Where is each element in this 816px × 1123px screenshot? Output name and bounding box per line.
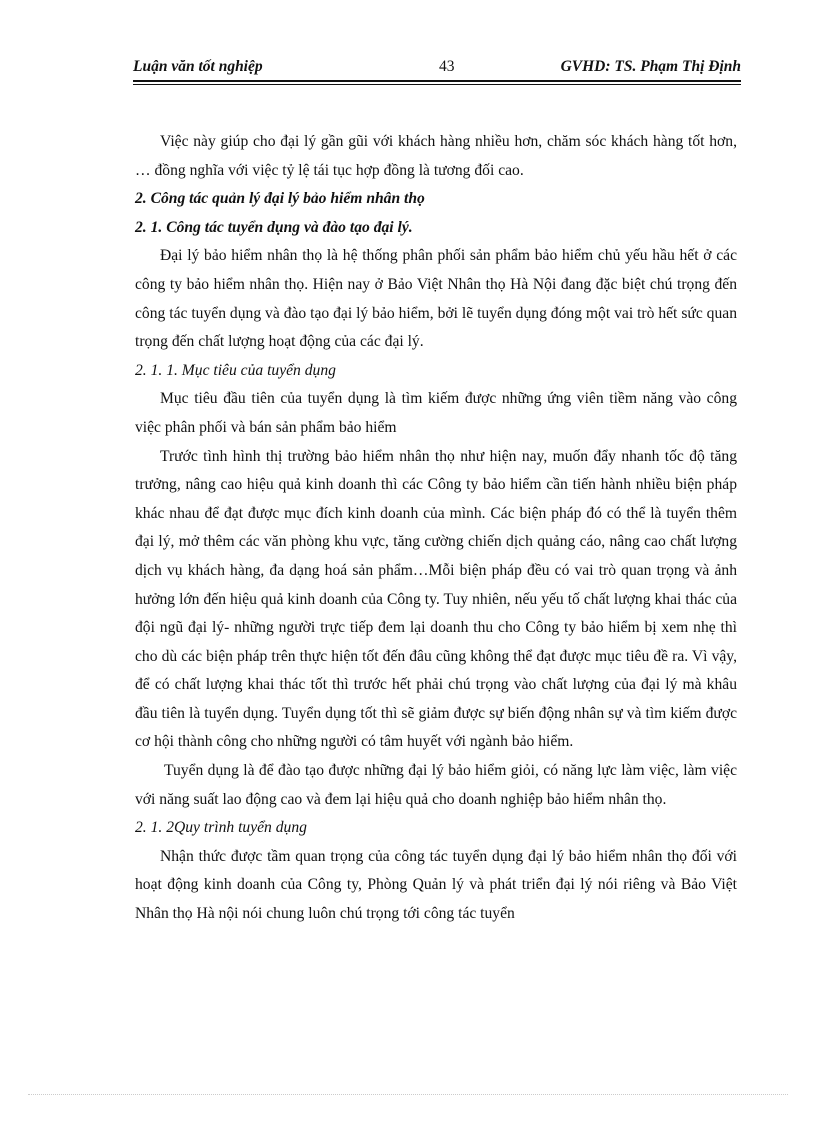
header-rule [133, 84, 741, 85]
paragraph: Mục tiêu đầu tiên của tuyển dụng là tìm kiếm được những ứng viên tiềm năng vào công việc phân phối và bán sản phẩm bảo hiểm [135, 390, 737, 436]
subsection-heading: 2. 1. Công tác tuyển dụng và đào tạo đại lý. [135, 218, 413, 236]
paragraph: Nhận thức được tầm quan trọng của công tác tuyển dụng đại lý bảo hiểm nhân thọ đối với hoạt động kinh doanh của Công ty, Phòng Quản lý và phát triển đại lý nói riêng và Bảo Việt Nhân thọ Hà nội nói chung luôn chú trọng tới công tác tuyển [135, 847, 737, 923]
section-heading: 2. Công tác quản lý đại lý bảo hiểm nhân thọ [135, 190, 425, 208]
page-number: 43 [439, 58, 455, 75]
document-body [135, 128, 737, 929]
page-header [133, 58, 741, 82]
paragraph: Trước tình hình thị trường bảo hiểm nhân thọ như hiện nay, muốn đẩy nhanh tốc độ tăng trưởng, nâng cao hiệu quả kinh doanh thì các Công ty bảo hiểm cần tiến hành nhiều biện pháp khác nhau để đạt được mục đích kinh doanh của mình. Các biện pháp đó có thể là tuyển thêm đại lý, mở thêm các văn phòng khu vực, tăng cường chiến dịch quảng cáo, nâng cao chất lượng dịch vụ khách hàng, đa dạng hoá sản phẩm…Mỗi biện pháp đều có vai trò quan trọng và ảnh hưởng lớn đến hiệu quả kinh doanh của Công ty. Tuy nhiên, nếu yếu tố chất lượng khai thác của đội ngũ đại lý- những người trực tiếp đem lại doanh thu cho Công ty bảo hiểm bị xem nhẹ thì cho dù các biện pháp trên thực hiện tốt đến đâu cũng không thể đạt được mục tiêu đề ra. Vì vậy, để có chất lượng khai thác tốt thì trước hết phải chú trọng vào chất lượng của đại lý mà khâu đầu tiên là tuyển dụng. Tuyển dụng tốt thì sẽ giảm được sự biến động nhân sự và tìm kiếm được cơ hội thành công cho những người có tâm huyết với ngành bảo hiểm. [135, 447, 737, 751]
header-thesis-title: Luận văn tốt nghiệp [133, 58, 263, 75]
subsubsection-heading: 2. 1. 1. Mục tiêu của tuyển dụng [135, 361, 336, 379]
paragraph: Đại lý bảo hiểm nhân thọ là hệ thống phân phối sản phẩm bảo hiểm chủ yếu hầu hết ở các công ty bảo hiểm nhân thọ. Hiện nay ở Bảo Việt Nhân thọ Hà Nội đang đặc biệt chú trọng đến công tác tuyển dụng và đào tạo đại lý bảo hiểm, bởi lẽ tuyển dụng đóng một vai trò hết sức quan trọng đến chất lượng hoạt động của các đại lý. [135, 247, 737, 351]
page-bottom-edge [28, 1094, 788, 1095]
header-advisor: GVHD: TS. Phạm Thị Định [560, 58, 741, 75]
paragraph: Tuyển dụng là để đào tạo được những đại lý bảo hiểm giỏi, có năng lực làm việc, làm việc với năng suất lao động cao và đem lại hiệu quả cho doanh nghiệp bảo hiểm nhân thọ. [135, 762, 737, 808]
subsubsection-heading: 2. 1. 2Quy trình tuyển dụng [135, 819, 307, 837]
paragraph: Việc này giúp cho đại lý gần gũi với khách hàng nhiều hơn, chăm sóc khách hàng tốt hơn, … đồng nghĩa với việc tỷ lệ tái tục hợp đồng là tương đối cao. [135, 133, 737, 179]
